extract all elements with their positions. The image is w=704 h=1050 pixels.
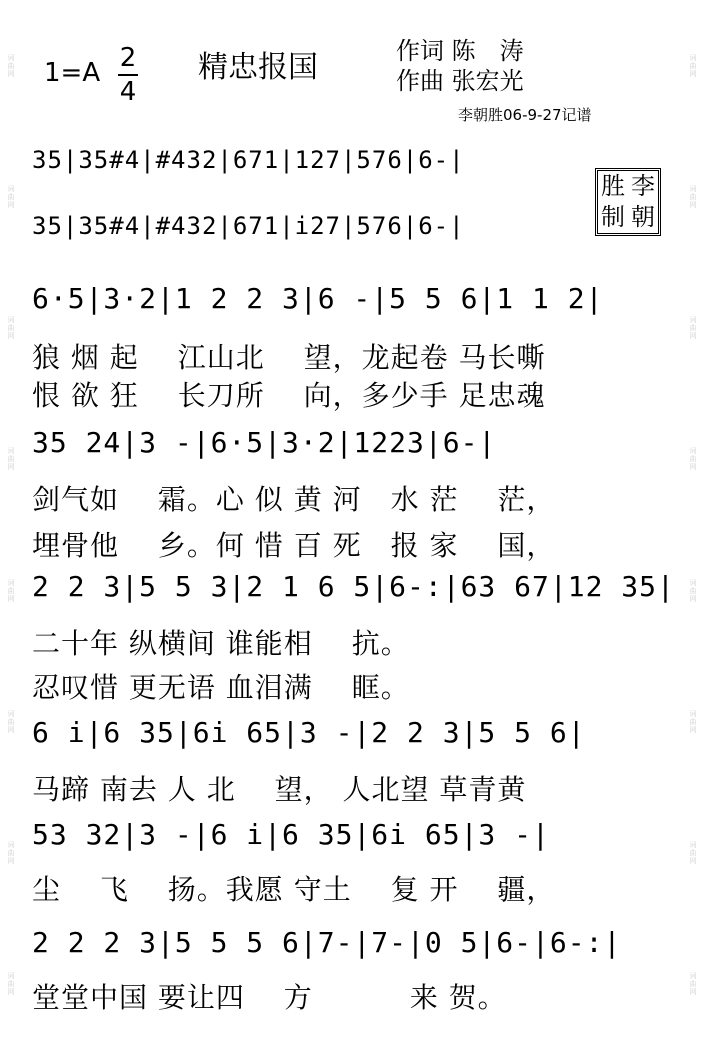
lyric-line-6: 忍叹惜 更无语 血泪满 眶。 xyxy=(32,671,410,704)
seal-char: 制 xyxy=(601,203,625,231)
watermark-text: 词曲网 xyxy=(7,578,15,603)
watermark-text: 词曲网 xyxy=(7,709,15,734)
notation-row-1: 35|35#4|#432|671|127|576|6-| xyxy=(32,146,465,174)
notation-row-5: 2 2 3|5 5 3|2 1 6 5|6-:|63 67|12 35| xyxy=(32,570,675,603)
watermark-text: 词曲网 xyxy=(689,709,697,734)
watermark-text: 词曲网 xyxy=(7,972,15,997)
watermark-text: 词曲网 xyxy=(689,316,697,341)
notation-row-6: 6 i|6 35|6i 65|3 -|2 2 3|5 5 6| xyxy=(32,716,586,749)
seal-char: 李 xyxy=(631,172,655,200)
notation-row-3: 6·5|3·2|1 2 2 3|6 -|5 5 6|1 1 2| xyxy=(32,282,604,315)
time-signature xyxy=(118,44,138,106)
transcriber-credit: 李朝胜06-9-27记谱 xyxy=(458,106,592,124)
lyric-line-1: 狼 烟 起 江山北 望，龙起卷 马长嘶 xyxy=(32,341,546,374)
watermark-text: 词曲网 xyxy=(689,578,697,603)
notation-row-4: 35 24|3 -|6·5|3·2|1223|6-| xyxy=(32,426,497,459)
watermark-text: 词曲网 xyxy=(689,53,697,78)
seal-stamp xyxy=(595,168,661,236)
lyric-line-8: 尘 飞 扬。我愿 守土 复 开 疆， xyxy=(32,873,556,906)
notation-row-2: 35|35#4|#432|671|i27|576|6-| xyxy=(32,212,465,240)
meter-numerator: 2 xyxy=(119,43,137,73)
watermark-text: 词曲网 xyxy=(689,447,697,472)
watermark-strip-left xyxy=(4,0,18,1050)
notation-row-7: 53 32|3 -|6 i|6 35|6i 65|3 -| xyxy=(32,818,550,851)
lyric-line-2: 恨 欲 狂 长刀所 向，多少手 足忠魂 xyxy=(32,379,546,412)
lyric-line-5: 二十年 纵横间 谁能相 抗。 xyxy=(32,627,410,660)
watermark-text: 词曲网 xyxy=(7,184,15,209)
meter-denominator: 4 xyxy=(119,77,137,107)
notation-row-8: 2 2 2 3|5 5 5 6|7-|7-|0 5|6-|6-:| xyxy=(32,926,622,959)
lyric-line-3: 剑气如 霜。心 似 黄 河 水 茫 茫， xyxy=(32,483,556,516)
song-title: 精忠报国 xyxy=(198,50,318,85)
lyric-line-4: 埋骨他 乡。何 惜 百 死 报 家 国， xyxy=(32,529,556,562)
credits xyxy=(396,36,524,96)
meter-divider xyxy=(118,74,138,76)
watermark-text: 词曲网 xyxy=(7,447,15,472)
watermark-text: 词曲网 xyxy=(7,841,15,866)
seal-char: 朝 xyxy=(631,203,655,231)
watermark-text: 词曲网 xyxy=(7,316,15,341)
watermark-strip-right xyxy=(686,0,700,1050)
key-signature: 1=A xyxy=(44,58,101,88)
watermark-text: 词曲网 xyxy=(7,53,15,78)
watermark-text: 词曲网 xyxy=(689,841,697,866)
lyricist-credit: 作词 陈 涛 xyxy=(396,37,524,65)
composer-credit: 作曲 张宏光 xyxy=(396,67,524,95)
watermark-text: 词曲网 xyxy=(689,184,697,209)
lyric-line-7: 马蹄 南去 人 北 望， 人北望 草青黄 xyxy=(32,773,527,806)
watermark-text: 词曲网 xyxy=(689,972,697,997)
lyric-line-9: 堂堂中国 要让四 方 来 贺。 xyxy=(32,981,507,1014)
seal-char: 胜 xyxy=(601,172,625,200)
